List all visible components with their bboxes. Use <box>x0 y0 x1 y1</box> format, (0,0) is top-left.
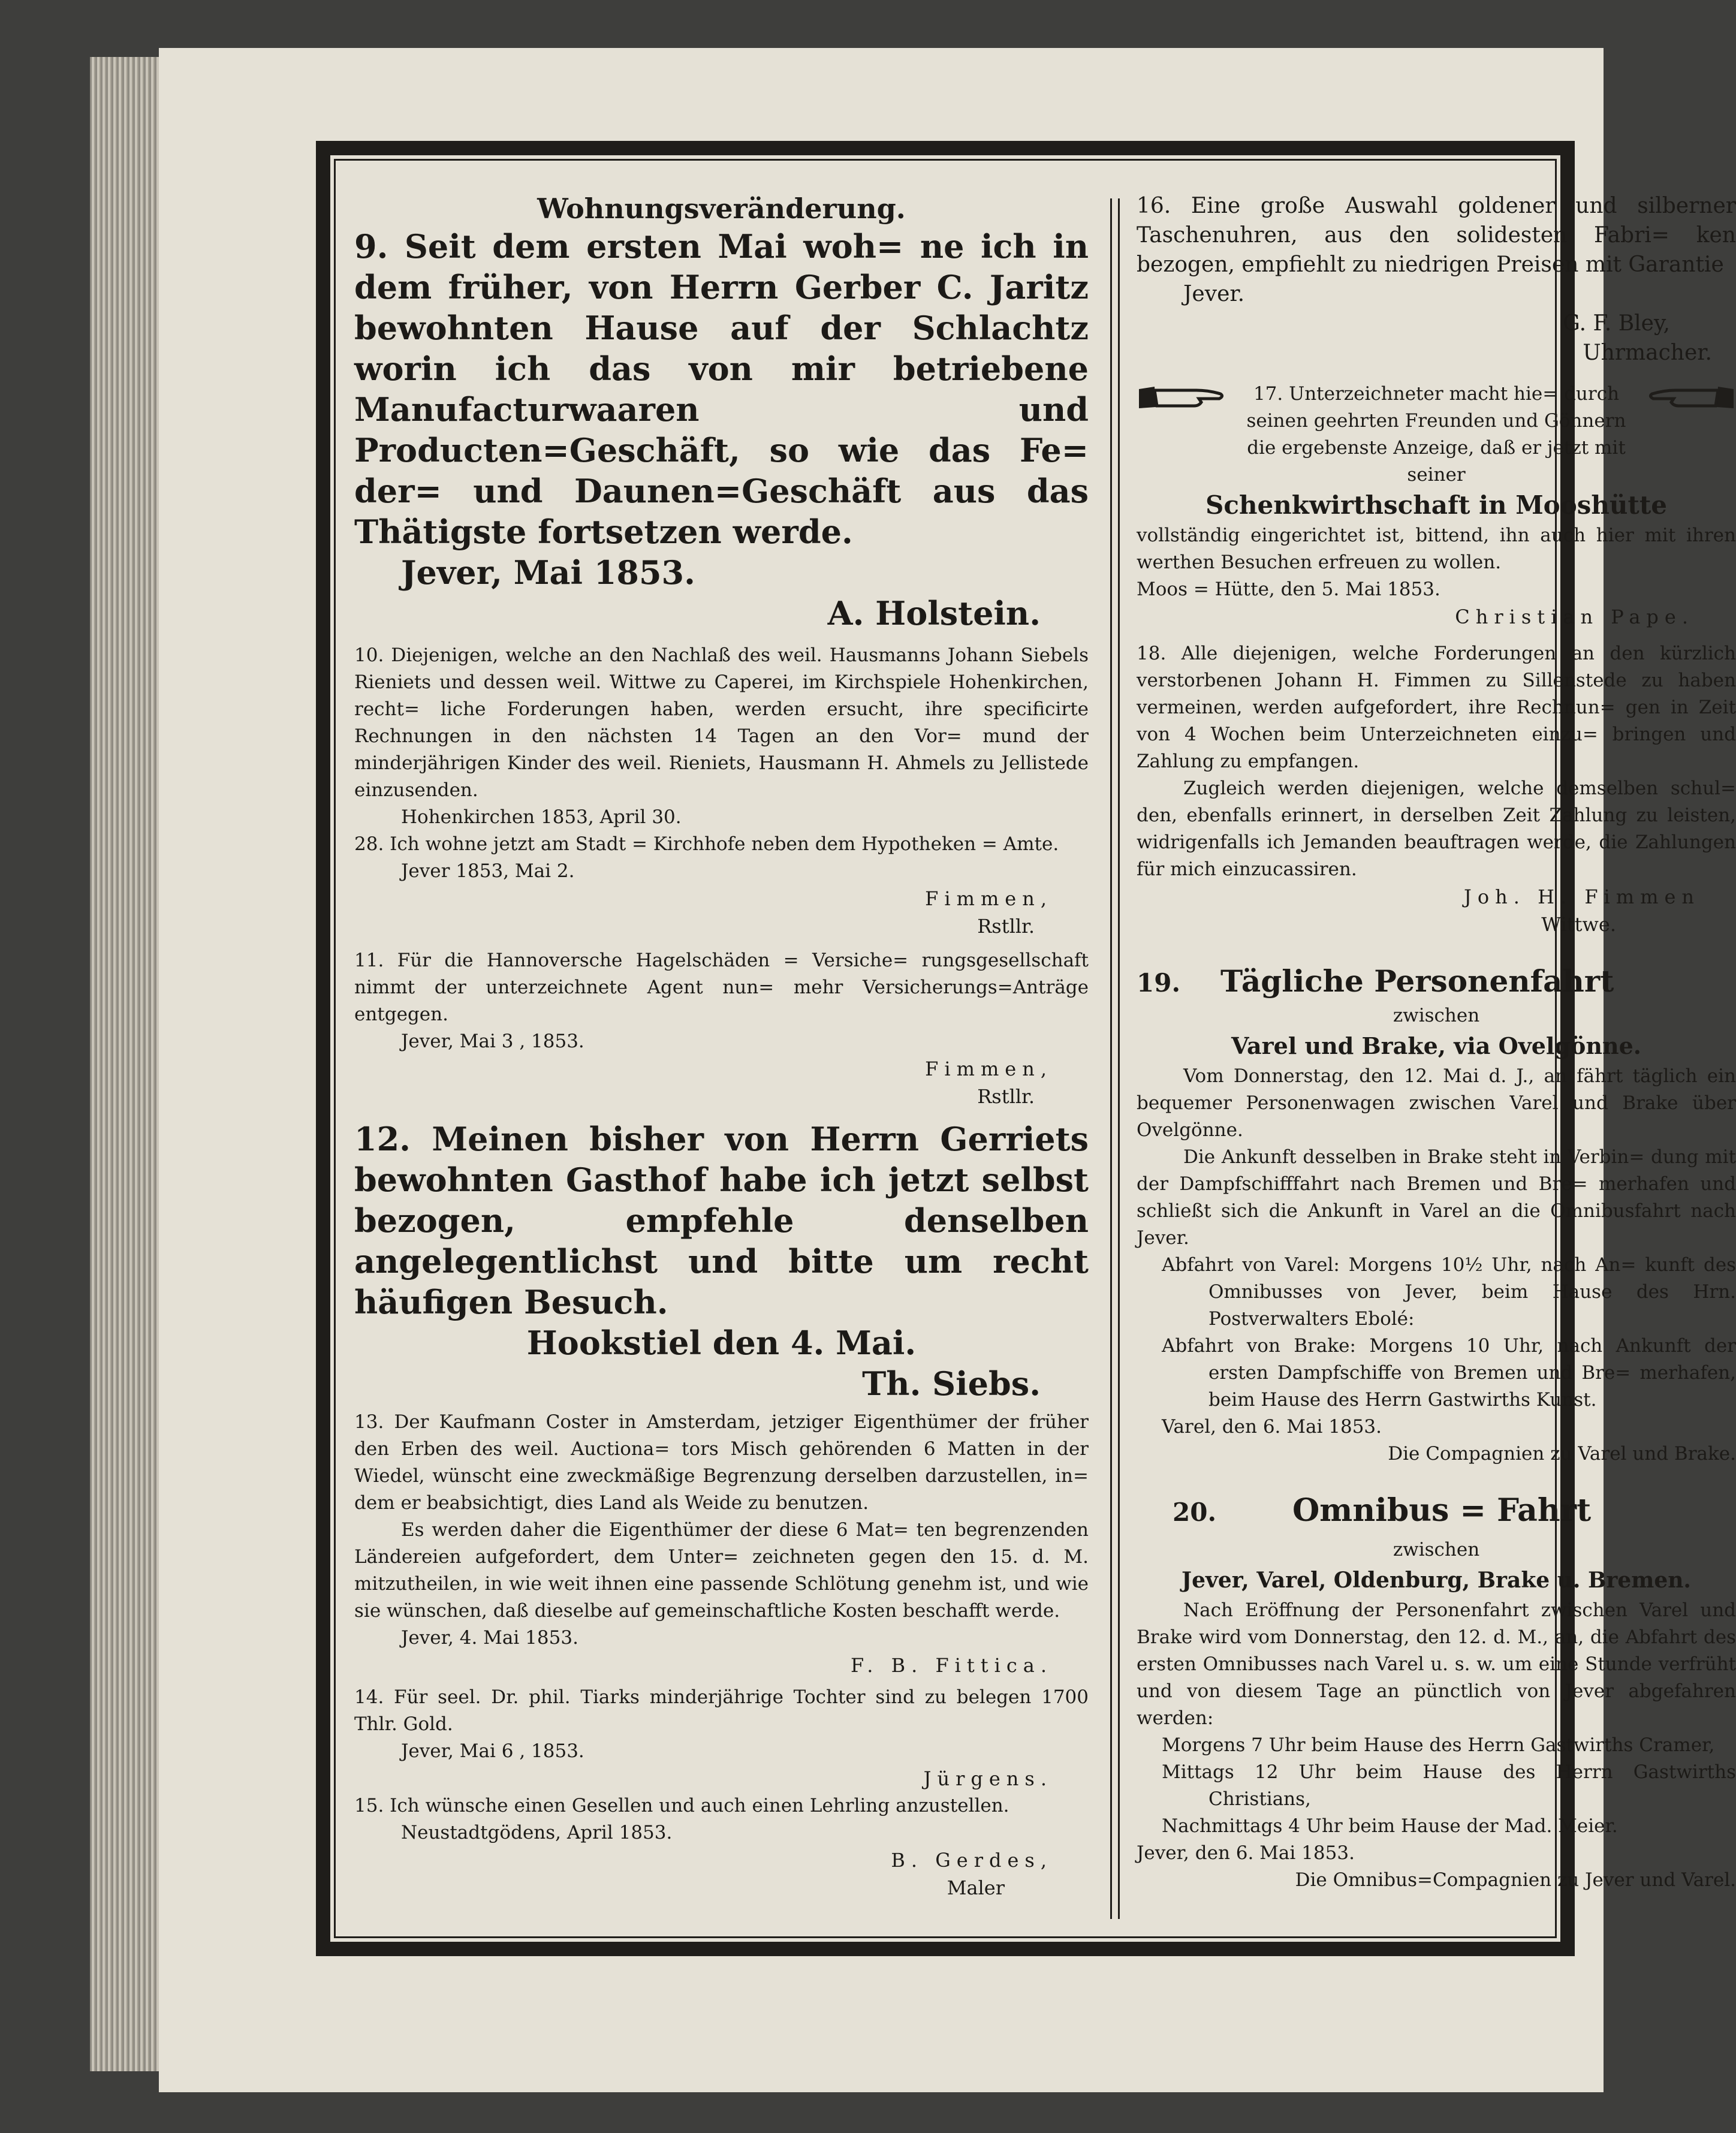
pointing-hand-right-icon <box>1137 381 1226 417</box>
ad-16-signature-name: G. F. Bley, <box>1563 311 1670 336</box>
ad-12-signature: Th. Siebs. <box>862 1364 1041 1403</box>
ad-18-signature-name: Joh. H. Fimmen <box>1464 885 1700 908</box>
ad-11-signature-name: Fimmen, <box>925 1058 1053 1080</box>
ad-13-text-2: Es werden daher die Eigenthümer der diese 6 Mat= ten begrenzenden Ländereien aufgefordert, dem Unter= zeichneten gegen den 15. d. M. mitzutheilen, in wie weit ihnen eine passende Schlötung genehm ist, und wie sie wünschen, daß dieselbe auf gemeinschaftliche Kosten beschafft werde. <box>354 1519 1089 1622</box>
ad-19-signature: Die Compagnien zu Varel und Brake. <box>1388 1443 1736 1465</box>
ad-18-signature-title: Wittwe. <box>1541 913 1616 936</box>
ad-12-place: Hookstiel den 4. Mai. <box>526 1324 917 1362</box>
column-divider <box>1110 198 1120 1919</box>
ad-20-place: Jever, den 6. Mai 1853. <box>1137 1842 1355 1864</box>
ad-10-text: 10. Diejenigen, welche an den Nachlaß des weil. Hausmanns Johann Siebels Rieniets und dessen weil. Wittwe zu Caperei, im Kirchspiele Hohenkirchen, recht= liche Forderungen haben, werden ersucht, ihre specificirte Rechnungen in den nächsten 14 Tagen an den Vor= mund der minderjährigen Kinder des weil. Rieniets, Hausmann H. Ahmels zu Jellistede einzusenden. <box>354 644 1089 801</box>
ad-11-place: Jever, Mai 3 , 1853. <box>401 1031 584 1052</box>
ad-20-time-noon: Mittags 12 Uhr beim Hause des Herrn Gastwirths Christians, <box>1162 1761 1736 1810</box>
ad-17-heading: Schenkwirthschaft in Mooshütte <box>1205 490 1667 520</box>
ad-12-text: 12. Meinen bisher von Herrn Gerriets bewohnten Gasthof habe ich jetzt selbst bezogen, empfehle denselben angelegentlichst und bitte um recht häufigen Besuch. <box>354 1120 1089 1321</box>
ad-19-departure-varel: Abfahrt von Varel: Morgens 10½ Uhr, nach An= kunft des Omnibusses von Jever, beim Hause des Hrn. Postverwalters Ebolé: <box>1162 1254 1736 1330</box>
ad-14-place: Jever, Mai 6 , 1853. <box>401 1740 584 1762</box>
ad-13-place: Jever, 4. Mai 1853. <box>401 1627 578 1649</box>
ad-28-signature-name: Fimmen, <box>925 887 1053 910</box>
ad-20-heading: Omnibus = Fahrt <box>1292 1492 1592 1529</box>
ad-18-text: 18. Alle diejenigen, welche Forderungen an den kürzlich verstorbenen Johann H. Fimmen zu Sillenstede zu haben vermeinen, werden aufgefordert, ihre Rechnun= gen in Zeit von 4 Wochen beim Unterzeichneten einzu= bringen und Zahlung zu empfangen. <box>1137 643 1736 772</box>
ad-16-signature-title: Uhrmacher. <box>1583 341 1712 365</box>
ad-15-place: Neustadtgödens, April 1853. <box>401 1822 673 1843</box>
advertisement-frame <box>316 141 1736 1956</box>
ad-28-place: Jever 1853, Mai 2. <box>401 860 575 882</box>
ad-19-departure-brake: Abfahrt von Brake: Morgens 10 Uhr, nach Ankunft der ersten Dampfschiffe von Bremen und Bre= merhafen, beim Hause des Herrn Gastwirths Kunst. <box>1162 1335 1736 1411</box>
ad-28-signature-title: Rstllr. <box>977 915 1035 938</box>
ad-15-text: 15. Ich wünsche einen Gesellen und auch einen Lehrling anzustellen. <box>354 1795 1009 1816</box>
ad-9-text: 9. Seit dem ersten Mai woh= ne ich in dem früher, von Herrn Gerber C. Jaritz bewohnten Hause auf der Schlachtz worin ich das von mir betriebene Manufacturwaaren und Producten=Geschäft, so wie das Fe= der= und Daunen=Geschäft aus das Thätigste fortsetzen werde. <box>354 227 1089 551</box>
ad-20-text: Nach Eröffnung der Personenfahrt zwischen Varel und Brake wird vom Donnerstag, den 12. d. M., an, die Abfahrt des ersten Omnibusses nach Varel u. s. w. um eine Stunde verfrüht und von diesem Tage an pünctlich von Jever abgefahren werden: <box>1137 1599 1736 1729</box>
ad-11-text: 11. Für die Hannoversche Hagelschäden = Versiche= rungsgesellschaft nimmt der unterzeichnete Agent nun= mehr Versicherungs=Anträge entgegen. <box>354 950 1089 1025</box>
ad-20-route: Jever, Varel, Oldenburg, Brake u. Bremen. <box>1182 1568 1691 1593</box>
right-column <box>1137 191 1736 1894</box>
ad-19-heading: Tägliche Personenfahrt <box>1220 963 1614 999</box>
ad-13-signature: F. B. Fittica. <box>851 1654 1053 1677</box>
book-page-edges <box>90 57 162 2071</box>
ad-20-between: zwischen <box>1393 1539 1480 1560</box>
ad-20-number: 20. <box>1173 1498 1217 1527</box>
ad-13-text: 13. Der Kaufmann Coster in Amsterdam, jetziger Eigenthümer der früher den Erben des weil. Auctiona= tors Misch gehörenden 6 Matten in der Wiedel, wünscht eine zweckmäßige Begrenzung derselben darzustellen, in= dem er beabsichtigt, dies Land als Weide zu benutzen. <box>354 1411 1089 1514</box>
ad-14-text: 14. Für seel. Dr. phil. Tiarks minderjährige Tochter sind zu belegen 1700 Thlr. Gold. <box>354 1686 1089 1735</box>
ad-17-signature: Christian Pape. <box>1455 605 1694 628</box>
ad-19-text: Vom Donnerstag, den 12. Mai d. J., an fährt täglich ein bequemer Personenwagen zwischen Varel und Brake über Ovelgönne. <box>1137 1065 1736 1141</box>
ad-19-place: Varel, den 6. Mai 1853. <box>1162 1416 1382 1438</box>
ad-17-place: Moos = Hütte, den 5. Mai 1853. <box>1137 579 1440 600</box>
ad-20-signature: Die Omnibus=Compagnien zu Jever und Varel. <box>1295 1869 1736 1891</box>
ad-11-signature-title: Rstllr. <box>977 1085 1035 1108</box>
ad-17-intro: 17. Unterzeichneter macht hie= durch seinen geehrten Freunden und Gönnern die ergebenste Anzeige, daß er jetzt mit seiner <box>1246 383 1626 486</box>
ad-9-place: Jever, Mai 1853. <box>401 553 695 592</box>
ad-9-signature: A. Holstein. <box>827 594 1041 632</box>
ad-18-text-2: Zugleich werden diejenigen, welche demselben schul= den, ebenfalls erinnert, in derselben Zeit Zahlung zu leisten, widrigenfalls ich Jemanden beauftragen werde, die Zahlungen für mich einzucassiren. <box>1137 778 1736 880</box>
ad-15-signature-name: B. Gerdes, <box>891 1849 1053 1872</box>
book-page <box>159 48 1736 2092</box>
left-column <box>354 191 1089 1902</box>
ad-19-number: 19. <box>1137 968 1181 998</box>
ad-16-text: 16. Eine große Auswahl goldener und silberner Taschenuhren, aus den solidesten Fabri= ken bezogen, empfiehlt zu niedrigen Preisen mit Garantie <box>1137 194 1736 277</box>
ad-17-text: vollständig eingerichtet ist, bittend, ihn auch hier mit ihren werthen Besuchen erfreuen zu wollen. <box>1137 525 1736 573</box>
ad-20-time-afternoon: Nachmittags 4 Uhr beim Hause der Mad. Meier. <box>1162 1815 1618 1837</box>
ad-10-place: Hohenkirchen 1853, April 30. <box>401 806 682 828</box>
ad-16-place: Jever. <box>1183 282 1245 306</box>
ad-20-time-morning: Morgens 7 Uhr beim Hause des Herrn Gastwirths Cramer, <box>1162 1734 1715 1756</box>
ad-19-between: zwischen <box>1393 1005 1480 1026</box>
ad-19-text-2: Die Ankunft desselben in Brake steht in Verbin= dung mit der Dampfschifffahrt nach Bremen und Bre= merhafen und schließt sich die Ankunft in Varel an die Omnibusfahrt nach Jever. <box>1137 1146 1736 1249</box>
ad-14-signature: Jürgens. <box>923 1767 1053 1790</box>
ad-15-signature-title: Maler <box>947 1876 1005 1899</box>
heading-wohnungsveraenderung: Wohnungsveränderung. <box>537 192 906 225</box>
pointing-hand-left-icon <box>1646 381 1736 417</box>
ad-19-route: Varel und Brake, via Ovelgönne. <box>1231 1032 1641 1059</box>
ad-28-text: 28. Ich wohne jetzt am Stadt = Kirchhofe neben dem Hypotheken = Amte. <box>354 833 1059 855</box>
